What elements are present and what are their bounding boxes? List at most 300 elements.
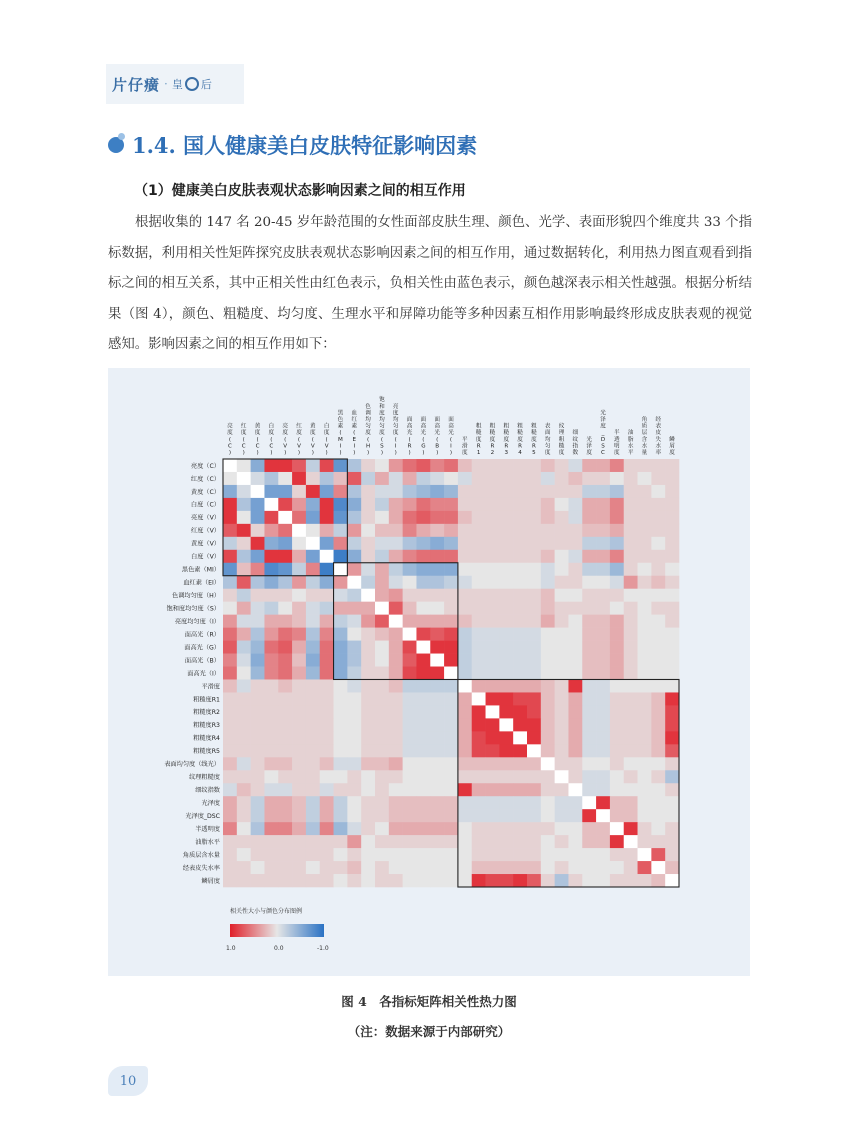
heatmap-cell	[638, 770, 652, 783]
heatmap-cell	[264, 550, 278, 563]
heatmap-cell	[665, 472, 679, 485]
heatmap-cell	[334, 472, 348, 485]
heatmap-cell	[347, 641, 361, 654]
heatmap-cell	[638, 835, 652, 848]
heatmap-cell	[361, 809, 375, 822]
heatmap-cell	[347, 459, 361, 472]
heatmap-cell	[596, 563, 610, 576]
column-label: 经表皮失水率	[655, 417, 662, 456]
heatmap-cell	[513, 563, 527, 576]
heatmap-cell	[458, 485, 472, 498]
heatmap-cell	[306, 654, 320, 667]
heatmap-cell	[499, 498, 513, 511]
heatmap-cell	[596, 498, 610, 511]
column-label: 面高光( R )	[406, 417, 413, 456]
heatmap-cell	[361, 550, 375, 563]
heatmap-cell	[513, 472, 527, 485]
heatmap-cell	[610, 654, 624, 667]
heatmap-cell	[472, 537, 486, 550]
heatmap-cell	[568, 550, 582, 563]
heatmap-cell	[430, 550, 444, 563]
heatmap-cell	[541, 472, 555, 485]
heatmap-cell	[375, 459, 389, 472]
heatmap-cell	[444, 472, 458, 485]
heatmap-cell	[513, 809, 527, 822]
heatmap-cell	[389, 770, 403, 783]
heatmap-cell	[430, 576, 444, 589]
heatmap-cell	[610, 641, 624, 654]
heatmap-cell	[472, 783, 486, 796]
heatmap-cell	[334, 692, 348, 705]
heatmap-cell	[486, 692, 500, 705]
heatmap-cell	[264, 874, 278, 887]
heatmap-cell	[375, 641, 389, 654]
heatmap-cell	[251, 472, 265, 485]
heatmap-cell	[472, 498, 486, 511]
heatmap-cell	[458, 602, 472, 615]
heatmap-cell	[237, 485, 251, 498]
heatmap-cell	[499, 718, 513, 731]
heatmap-cell	[582, 757, 596, 770]
heatmap-cell	[499, 524, 513, 537]
heatmap-cell	[416, 705, 430, 718]
heatmap-cell	[320, 770, 334, 783]
heatmap-cell	[278, 796, 292, 809]
row-label: 红度（C）	[190, 475, 220, 483]
column-label: 油脂水平	[627, 430, 634, 456]
heatmap-cell	[251, 783, 265, 796]
heatmap-cell	[444, 485, 458, 498]
heatmap-cell	[403, 757, 417, 770]
heatmap-cell	[361, 667, 375, 680]
heatmap-cell	[568, 809, 582, 822]
column-label: 光泽度	[586, 436, 592, 456]
heatmap-cell	[237, 550, 251, 563]
heatmap-cell	[555, 822, 569, 835]
heatmap-cell	[375, 563, 389, 576]
heatmap-cell	[237, 718, 251, 731]
row-label: 纹理粗糙度	[189, 774, 220, 782]
heatmap-cell	[347, 550, 361, 563]
heatmap-cell	[223, 589, 237, 602]
heatmap-cell	[292, 654, 306, 667]
heatmap-cell	[361, 485, 375, 498]
heatmap-cell	[665, 770, 679, 783]
heatmap-cell	[320, 874, 334, 887]
heatmap-cell	[320, 809, 334, 822]
heatmap-cell	[651, 628, 665, 641]
heatmap-cell	[361, 835, 375, 848]
heatmap-cell	[638, 744, 652, 757]
heatmap-cell	[264, 809, 278, 822]
brand-logo	[106, 64, 244, 104]
heatmap-cell	[513, 589, 527, 602]
heatmap-cell	[458, 615, 472, 628]
heatmap-cell	[651, 615, 665, 628]
heatmap-cell	[389, 667, 403, 680]
heatmap-cell	[278, 874, 292, 887]
heatmap-cell	[292, 679, 306, 692]
heatmap-cell	[499, 809, 513, 822]
heatmap-cell	[582, 744, 596, 757]
heatmap-cell	[389, 874, 403, 887]
heatmap-cell	[389, 861, 403, 874]
heatmap-cell	[472, 692, 486, 705]
column-label: 粗糙度 R 1	[475, 423, 482, 456]
heatmap-cell	[375, 796, 389, 809]
heatmap-cell	[389, 744, 403, 757]
heatmap-cell	[651, 679, 665, 692]
heatmap-cell	[444, 848, 458, 861]
heatmap-cell	[458, 744, 472, 757]
row-label: 半透明度	[195, 825, 220, 833]
heatmap-cell	[527, 641, 541, 654]
brand-separator: ·	[164, 77, 168, 91]
heatmap-cell	[444, 537, 458, 550]
heatmap-cell	[306, 641, 320, 654]
heatmap-cell	[651, 511, 665, 524]
heatmap-cell	[237, 524, 251, 537]
row-label: 粗糙度R1	[193, 696, 220, 704]
heatmap-cell	[458, 809, 472, 822]
heatmap-cell	[334, 511, 348, 524]
heatmap-cell	[499, 783, 513, 796]
heatmap-cell	[582, 511, 596, 524]
heatmap-cell	[610, 550, 624, 563]
heatmap-cell	[306, 679, 320, 692]
heatmap-cell	[458, 667, 472, 680]
heatmap-cell	[568, 485, 582, 498]
row-label: 黄度（C）	[190, 488, 220, 496]
legend-tick-negative: -1.0	[317, 945, 329, 952]
heatmap-cell	[458, 874, 472, 887]
heatmap-cell	[430, 809, 444, 822]
heatmap-cell	[486, 602, 500, 615]
heatmap-cell	[568, 692, 582, 705]
heatmap-cell	[403, 731, 417, 744]
heatmap-cell	[486, 589, 500, 602]
heatmap-cell	[568, 874, 582, 887]
heatmap-cell	[610, 744, 624, 757]
heatmap-cell	[472, 757, 486, 770]
heatmap-cell	[541, 485, 555, 498]
heatmap-cell	[306, 537, 320, 550]
heatmap-cell	[264, 524, 278, 537]
heatmap-cell	[513, 524, 527, 537]
heatmap-cell	[320, 615, 334, 628]
heatmap-cell	[320, 511, 334, 524]
heatmap-cell	[582, 822, 596, 835]
heatmap-cell	[499, 615, 513, 628]
heatmap-cell	[416, 602, 430, 615]
heatmap-cell	[361, 757, 375, 770]
heatmap-cell	[223, 744, 237, 757]
heatmap-cell	[610, 822, 624, 835]
heatmap-cell	[320, 731, 334, 744]
heatmap-cell	[568, 654, 582, 667]
heatmap-cell	[251, 770, 265, 783]
row-label: 面高光（R）	[184, 631, 220, 639]
row-label: 平滑度	[201, 683, 220, 691]
heatmap-cell	[541, 874, 555, 887]
heatmap-cell	[665, 537, 679, 550]
heatmap-cell	[403, 679, 417, 692]
heatmap-cell	[389, 848, 403, 861]
column-label: 粗糙度 R 5	[531, 423, 537, 456]
heatmap-cell	[306, 770, 320, 783]
heatmap-cell	[251, 835, 265, 848]
heatmap-cell	[223, 835, 237, 848]
heatmap-cell	[251, 576, 265, 589]
heatmap-cell	[430, 654, 444, 667]
heatmap-cell	[375, 835, 389, 848]
heatmap-cell	[596, 770, 610, 783]
heatmap-cell	[555, 679, 569, 692]
heatmap-cell	[651, 874, 665, 887]
heatmap-cell	[251, 602, 265, 615]
heatmap-cell	[486, 628, 500, 641]
heatmap-cell	[278, 705, 292, 718]
heatmap-cell	[389, 718, 403, 731]
heatmap-cell	[223, 848, 237, 861]
heatmap-cell	[292, 472, 306, 485]
heatmap-cell	[651, 731, 665, 744]
heatmap-cell	[347, 472, 361, 485]
heatmap-cell	[527, 524, 541, 537]
heatmap-cell	[375, 822, 389, 835]
heatmap-cell	[486, 783, 500, 796]
heatmap-legend	[226, 907, 329, 952]
heatmap-cell	[334, 602, 348, 615]
heatmap-cell	[292, 498, 306, 511]
heatmap-cell	[361, 589, 375, 602]
heatmap-cell	[624, 589, 638, 602]
heatmap-cell	[472, 874, 486, 887]
heatmap-cell	[292, 757, 306, 770]
heatmap-cell	[430, 757, 444, 770]
heatmap-cell	[375, 628, 389, 641]
heatmap-cell	[541, 679, 555, 692]
heatmap-cell	[320, 783, 334, 796]
heatmap-cell	[361, 511, 375, 524]
heatmap-cell	[306, 796, 320, 809]
heatmap-cell	[624, 770, 638, 783]
heatmap-cell	[375, 550, 389, 563]
heatmap-cell	[513, 731, 527, 744]
heatmap-cell	[582, 498, 596, 511]
heatmap-cell	[486, 550, 500, 563]
heatmap-cell	[568, 744, 582, 757]
heatmap-cell	[223, 524, 237, 537]
row-label: 表面均匀度（线光）	[164, 761, 220, 769]
heatmap-cell	[403, 796, 417, 809]
heatmap-cell	[472, 667, 486, 680]
heatmap-cell	[486, 563, 500, 576]
heatmap-cell	[596, 550, 610, 563]
heatmap-cell	[568, 589, 582, 602]
heatmap-cell	[499, 848, 513, 861]
heatmap-cell	[361, 602, 375, 615]
row-label: 经表皮失水率	[182, 864, 220, 872]
heatmap-cell	[334, 641, 348, 654]
heatmap-cell	[582, 861, 596, 874]
heatmap-cell	[334, 498, 348, 511]
heatmap-cell	[568, 498, 582, 511]
heatmap-cell	[430, 615, 444, 628]
heatmap-cell	[486, 796, 500, 809]
heatmap-cell	[347, 537, 361, 550]
heatmap-cell	[513, 757, 527, 770]
heatmap-cell	[416, 770, 430, 783]
heatmap-cell	[638, 848, 652, 861]
heatmap-cell	[444, 628, 458, 641]
heatmap-cell	[251, 679, 265, 692]
heatmap-cell	[444, 667, 458, 680]
heatmap-cell	[596, 757, 610, 770]
heatmap-cell	[389, 615, 403, 628]
heatmap-cell	[638, 589, 652, 602]
heatmap-cell	[527, 770, 541, 783]
heatmap-cell	[582, 654, 596, 667]
heatmap-cell	[568, 628, 582, 641]
heatmap-cell	[416, 718, 430, 731]
heatmap-cell	[251, 459, 265, 472]
heatmap-cell	[389, 641, 403, 654]
heatmap-cell	[237, 602, 251, 615]
heatmap-cell	[651, 654, 665, 667]
heatmap-cell	[472, 809, 486, 822]
heatmap-cell	[361, 498, 375, 511]
heatmap-cell	[651, 459, 665, 472]
heatmap-cell	[596, 654, 610, 667]
heatmap-cell	[596, 537, 610, 550]
heatmap-cell	[292, 628, 306, 641]
heatmap-cell	[541, 524, 555, 537]
heatmap-cell	[278, 654, 292, 667]
heatmap-cell	[223, 796, 237, 809]
heatmap-cell	[403, 615, 417, 628]
heatmap-cell	[624, 576, 638, 589]
heatmap-cell	[472, 705, 486, 718]
heatmap-cell	[541, 550, 555, 563]
heatmap-cell	[486, 822, 500, 835]
heatmap-cell	[610, 835, 624, 848]
heatmap-cell	[306, 550, 320, 563]
heatmap-cell	[264, 731, 278, 744]
heatmap-cell	[582, 731, 596, 744]
heatmap-cell	[403, 809, 417, 822]
heatmap-cell	[334, 770, 348, 783]
heatmap-cell	[306, 861, 320, 874]
heatmap-cell	[499, 511, 513, 524]
heatmap-cell	[347, 783, 361, 796]
heatmap-cell	[610, 705, 624, 718]
heatmap-cell	[251, 615, 265, 628]
heatmap-cell	[375, 511, 389, 524]
heatmap-cell	[527, 628, 541, 641]
heatmap-cell	[389, 550, 403, 563]
heatmap-cell	[610, 783, 624, 796]
heatmap-cell	[278, 783, 292, 796]
heatmap-cell	[320, 550, 334, 563]
heatmap-cell	[416, 861, 430, 874]
heatmap-cell	[499, 485, 513, 498]
heatmap-cell	[458, 718, 472, 731]
heatmap-cell	[541, 744, 555, 757]
heatmap-cell	[320, 485, 334, 498]
heatmap-cell	[264, 537, 278, 550]
heatmap-cell	[292, 861, 306, 874]
heatmap-cell	[555, 550, 569, 563]
heatmap-cell	[651, 835, 665, 848]
heatmap-cell	[665, 576, 679, 589]
heatmap-cell	[278, 524, 292, 537]
heatmap-cell	[472, 550, 486, 563]
heatmap-cell	[596, 848, 610, 861]
heatmap-cell	[541, 615, 555, 628]
heatmap-cell	[527, 563, 541, 576]
column-label: 红度( C )	[240, 423, 247, 456]
heatmap-cell	[416, 459, 430, 472]
heatmap-cell	[665, 783, 679, 796]
heatmap-cell	[389, 459, 403, 472]
heatmap-cell	[375, 602, 389, 615]
row-label: 面高光（I）	[187, 670, 220, 678]
heatmap-cell	[665, 628, 679, 641]
heatmap-cell	[306, 809, 320, 822]
heatmap-cell	[416, 731, 430, 744]
heatmap-cell	[610, 511, 624, 524]
heatmap-cell	[251, 641, 265, 654]
heatmap-cell	[278, 550, 292, 563]
heatmap-cell	[513, 705, 527, 718]
column-label: 白度( V )	[323, 423, 330, 456]
heatmap-cell	[499, 705, 513, 718]
heatmap-cell	[223, 822, 237, 835]
heatmap-cell	[472, 511, 486, 524]
heatmap-cell	[403, 537, 417, 550]
heatmap-cell	[486, 667, 500, 680]
heatmap-cell	[624, 550, 638, 563]
legend-tick-zero: 0.0	[274, 945, 284, 952]
heatmap-cell	[651, 744, 665, 757]
heatmap-cell	[486, 848, 500, 861]
heatmap-cell	[223, 705, 237, 718]
heatmap-cell	[361, 654, 375, 667]
heatmap-cell	[624, 459, 638, 472]
heatmap-cell	[527, 757, 541, 770]
legend-tick-positive: 1.0	[226, 945, 236, 952]
heatmap-cell	[541, 563, 555, 576]
heatmap-cell	[264, 718, 278, 731]
heatmap-cell	[264, 602, 278, 615]
heatmap-cell	[361, 796, 375, 809]
heatmap-cell	[416, 796, 430, 809]
heatmap-cell	[472, 731, 486, 744]
heatmap-cell	[430, 822, 444, 835]
heatmap-cell	[278, 472, 292, 485]
heatmap-cell	[403, 576, 417, 589]
heatmap-cell	[527, 615, 541, 628]
heatmap-cell	[292, 550, 306, 563]
heatmap-cell	[320, 796, 334, 809]
heatmap-cell	[444, 809, 458, 822]
heatmap-cell	[264, 511, 278, 524]
heatmap-cell	[444, 796, 458, 809]
heatmap-cell	[444, 744, 458, 757]
heatmap-cell	[638, 667, 652, 680]
heatmap-cell	[320, 667, 334, 680]
